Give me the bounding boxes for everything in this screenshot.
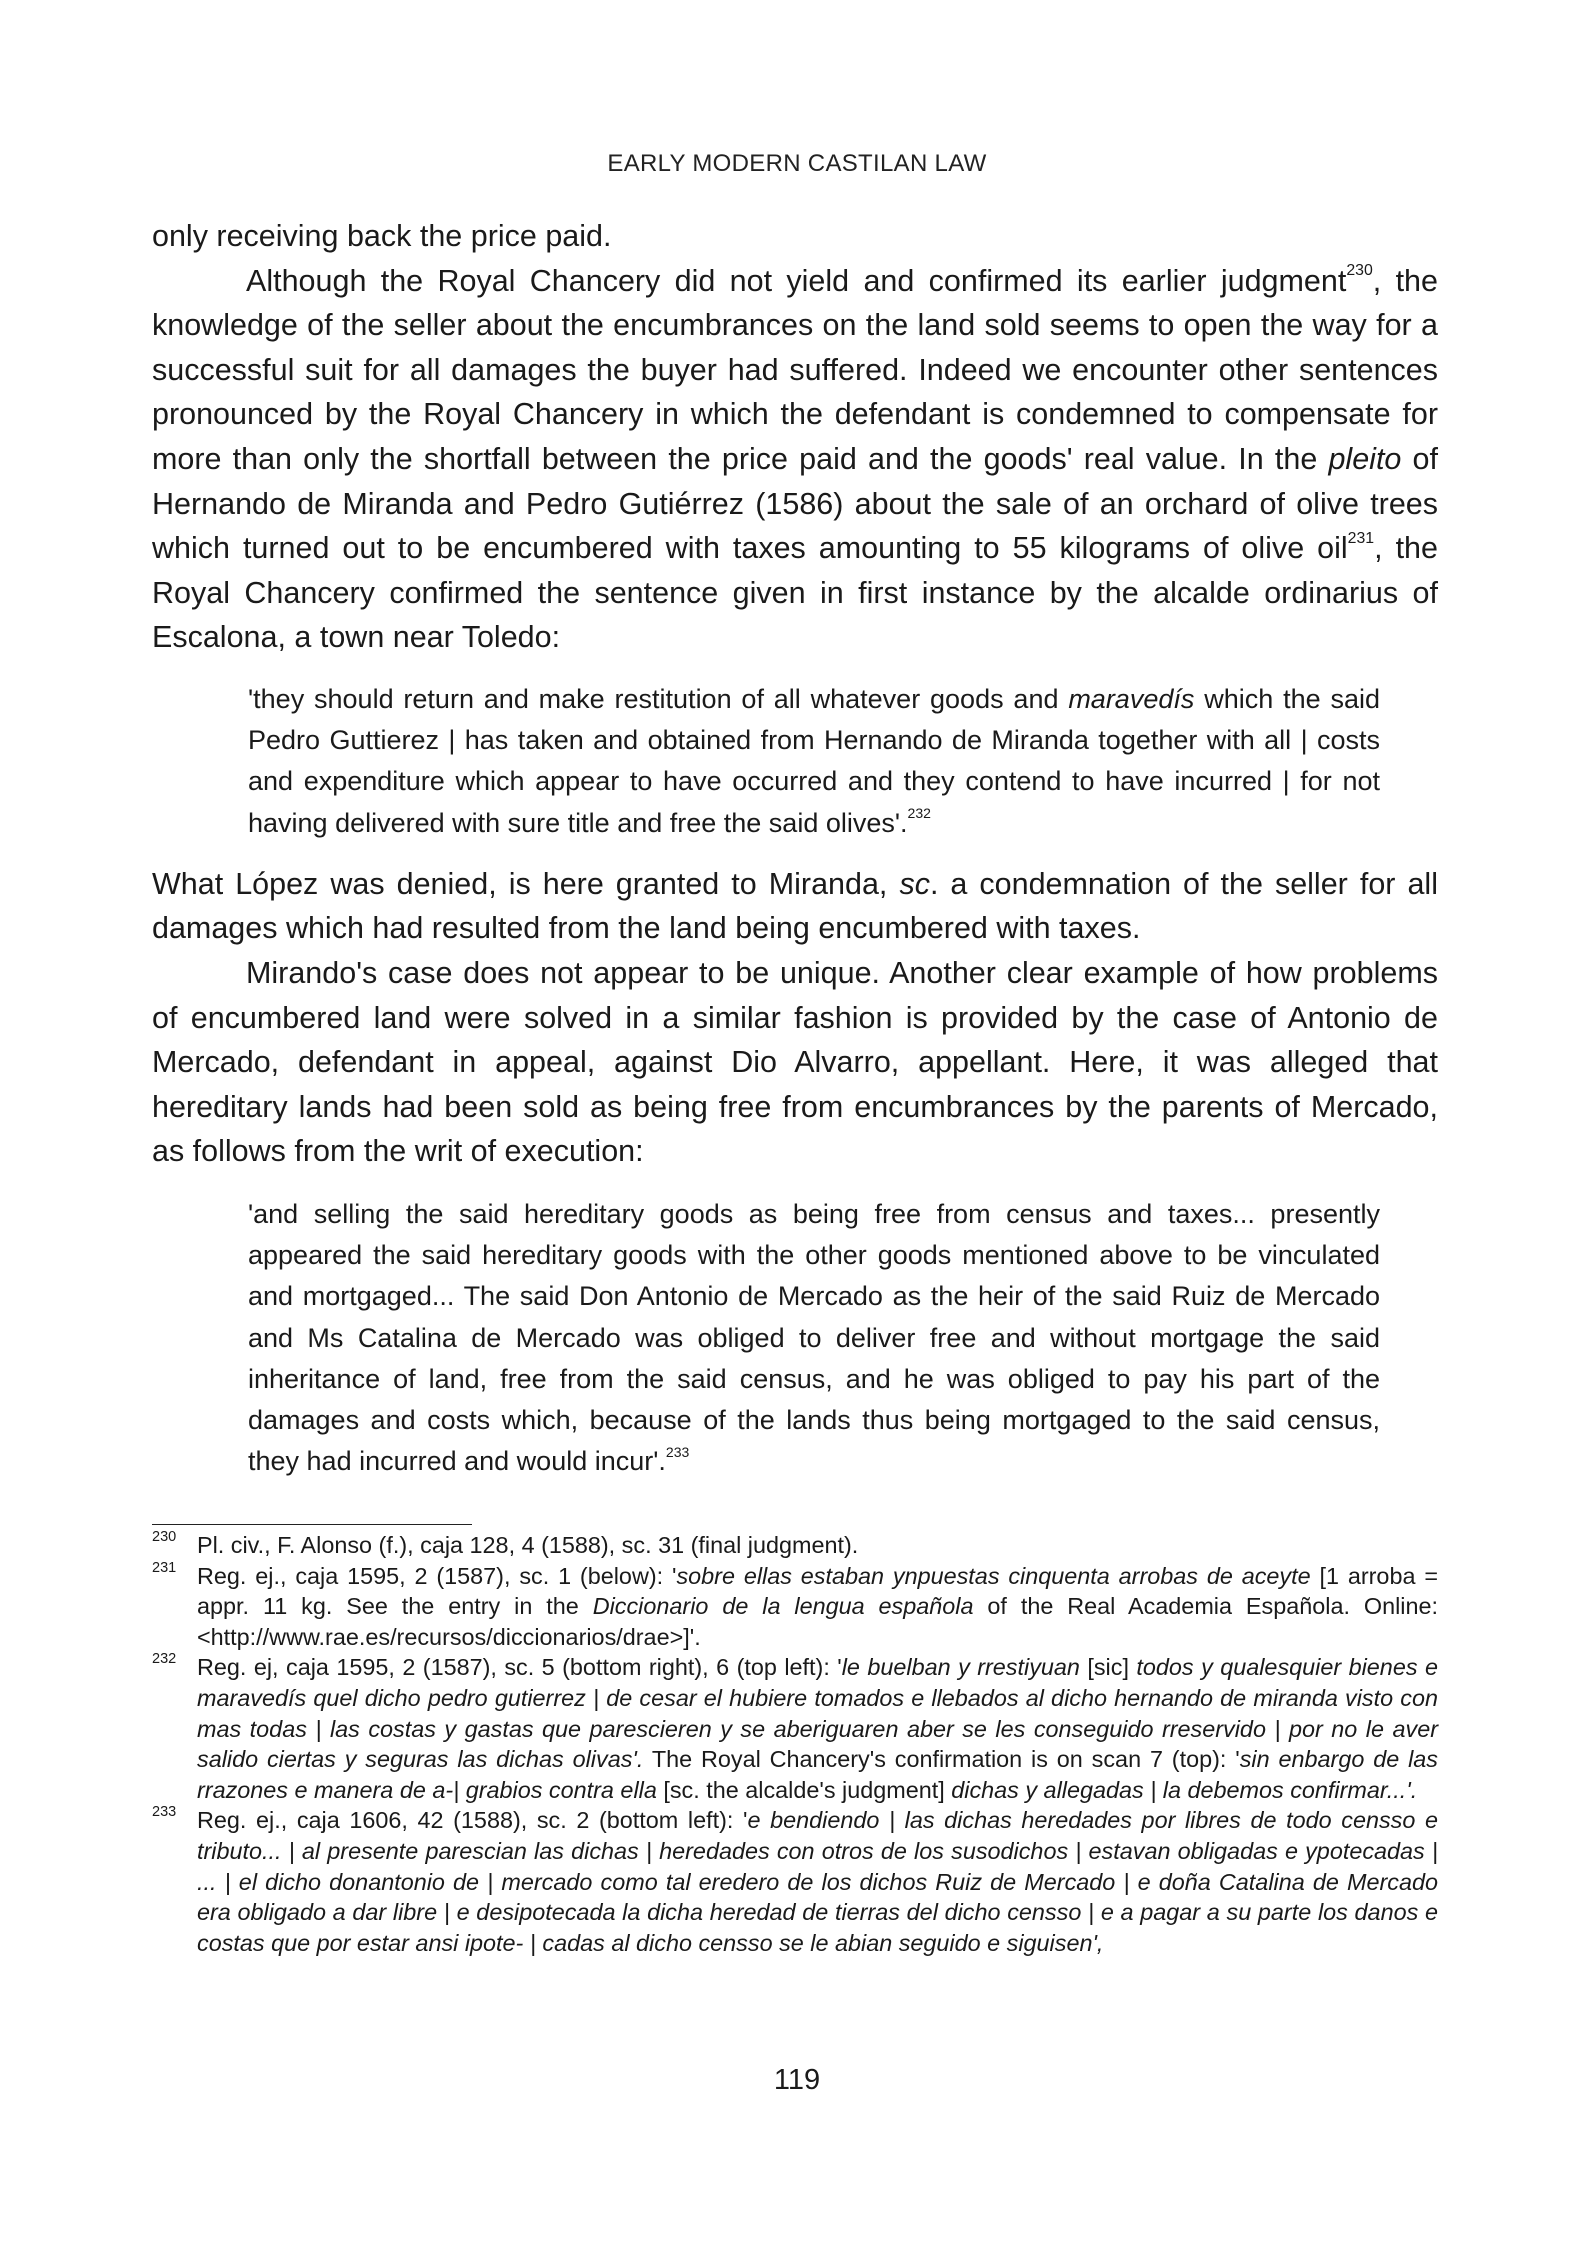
paragraph-1: only receiving back the price paid. <box>152 219 612 253</box>
footnote-230 <box>152 1530 1438 1561</box>
running-header: EARLY MODERN CASTILAN LAW <box>607 150 987 177</box>
term-pleito: pleito <box>1328 441 1402 476</box>
paragraph-4: Mirando's case does not appear to be unique. Another clear example of how problems of encumbered land were solved in a similar fashion is provided by the case of Antonio de Mercado, defendant in appeal, against Dio Alvarro, appellant. Here, it was alleged that hereditary lands had been sold as being free from encumbrances by the parents of Mercado, as follows from the writ of execution: <box>152 955 1438 1169</box>
footnote-ref-233[interactable]: 233 <box>665 1443 690 1460</box>
block-quote-2: 'and selling the said hereditary goods as being free from census and taxes... presently appeared the said hereditary goods with the other goods mentioned above to be vinculated and mortgaged... The said Don Antonio de Mercado as the heir of the said Ruiz de Mercado and Ms Catalina de Mercado was obliged to deliver free and without mortgage the said inheritance of land, free from the said census, and he was obliged to pay his part of the damages and costs which, because of the lands thus being mortgaged to the said census, they had incurred and would incur'.$^{233}$ <box>248 1198 1380 1477</box>
footnote-number: 231 <box>152 1559 177 1576</box>
footnote-232: 232 Reg. ej, caja 1595, 2 (1587), sc. 5 (bottom right), 6 (top left): 'le buelban y rrestiyuan [sic] todos y qualesquier bienes e maravedís quel dicho pedro gutierrez | de cesar el hubiere tomados e llebados al dicho hernando de miranda visto con mas todas | las costas y gastas que parescieren y se aberiguaren aber se les conseguido rreservido | por no le aver salido ciertas y seguras las dichas olivas'. The Royal Chancery's confirmation is on scan 7 (top): 'sin enbargo de las rrazones e manera de a-| grabios contra ella [sc. the alcalde's judgment] dichas y allegadas | la debemos confirmar...'. <box>152 1652 1438 1805</box>
footnote-number: 230 <box>152 1529 177 1545</box>
footnote-separator <box>152 1524 472 1525</box>
page-number: 119 <box>773 2064 821 2096</box>
footnote-text: Pl. civ., F. Alonso (f.), caja 128, 4 (1588), sc. 31 (final judgment). <box>197 1532 859 1558</box>
paragraph-3: What López was denied, is here granted to Miranda, sc. a condemnation of the seller for all damages which had resulted from the land being encumbered with taxes. <box>152 866 1438 946</box>
term-maravedis: maravedís <box>1068 683 1195 714</box>
footnote-ref-232[interactable]: 232 <box>907 805 931 822</box>
footnote-number: 232 <box>152 1651 177 1668</box>
main-text <box>152 214 1438 1499</box>
footnote-number: 233 <box>152 1804 177 1821</box>
footnote-231: 231 Reg. ej., caja 1595, 2 (1587), sc. 1 (below): 'sobre ellas estaban ynpuestas cinquenta arrobas de aceyte [1 arroba = appr. 11 kg. See the entry in the Diccionario de la lengua española of the Real Academia Española. Online: <http://www.rae.es/recursos/diccionarios/drae>]'. <box>152 1561 1438 1653</box>
paragraph-2: Although the Royal Chancery did not yield and confirmed its earlier judgment$^{230}$, the knowledge of the seller about the encumbrances on the land sold seems to open the way for a successful suit for all damages the buyer had suffered. Indeed we encounter other sentences pronounced by the Royal Chancery in which the defendant is condemned to compensate for more than only the shortfall between the price paid and the goods' real value. In the pleito of Hernando de Miranda and Pedro Gutiérrez (1586) about the sale of an orchard of olive trees which turned out to be encumbered with taxes amounting to 55 kilograms of olive oil$^{231}$, the Royal Chancery confirmed the sentence given in first instance by the alcalde ordinarius of Escalona, a town near Toledo: <box>152 262 1438 655</box>
footnote-ref-230[interactable]: 230 <box>1346 262 1373 280</box>
term-sc: sc <box>899 866 930 901</box>
footnote-233: 233 Reg. ej., caja 1606, 42 (1588), sc. 2 (bottom left): 'e bendiendo | las dichas heredades por libres de todo censso e tributo... | al presente parescian las dichas | heredades con otros de los susodichos | estavan obligadas e ypotecadas | ... | el dicho donantonio de | mercado como tal eredero de los dichos Ruiz de Mercado | e doña Catalina de Mercado era obligado a dar libre | e desipotecada la dicha heredad de tierras del dicho censso | e a pagar a su parte los danos e costas que por estar ansi ipote- | cadas al dicho censso se le abian seguido e siguisen', <box>152 1805 1438 1958</box>
footnote-ref-231[interactable]: 231 <box>1347 530 1375 548</box>
footnotes <box>152 1530 1438 1958</box>
block-quote-1: 'they should return and make restitution of all whatever goods and maravedís which the said Pedro Guttierez | has taken and obtained from Hernando de Miranda together with all | costs and expenditure which appear to have occurred and they contend to have incurred | for not having delivered with sure title and free the said olives'.$^{232}$ <box>248 683 1380 838</box>
